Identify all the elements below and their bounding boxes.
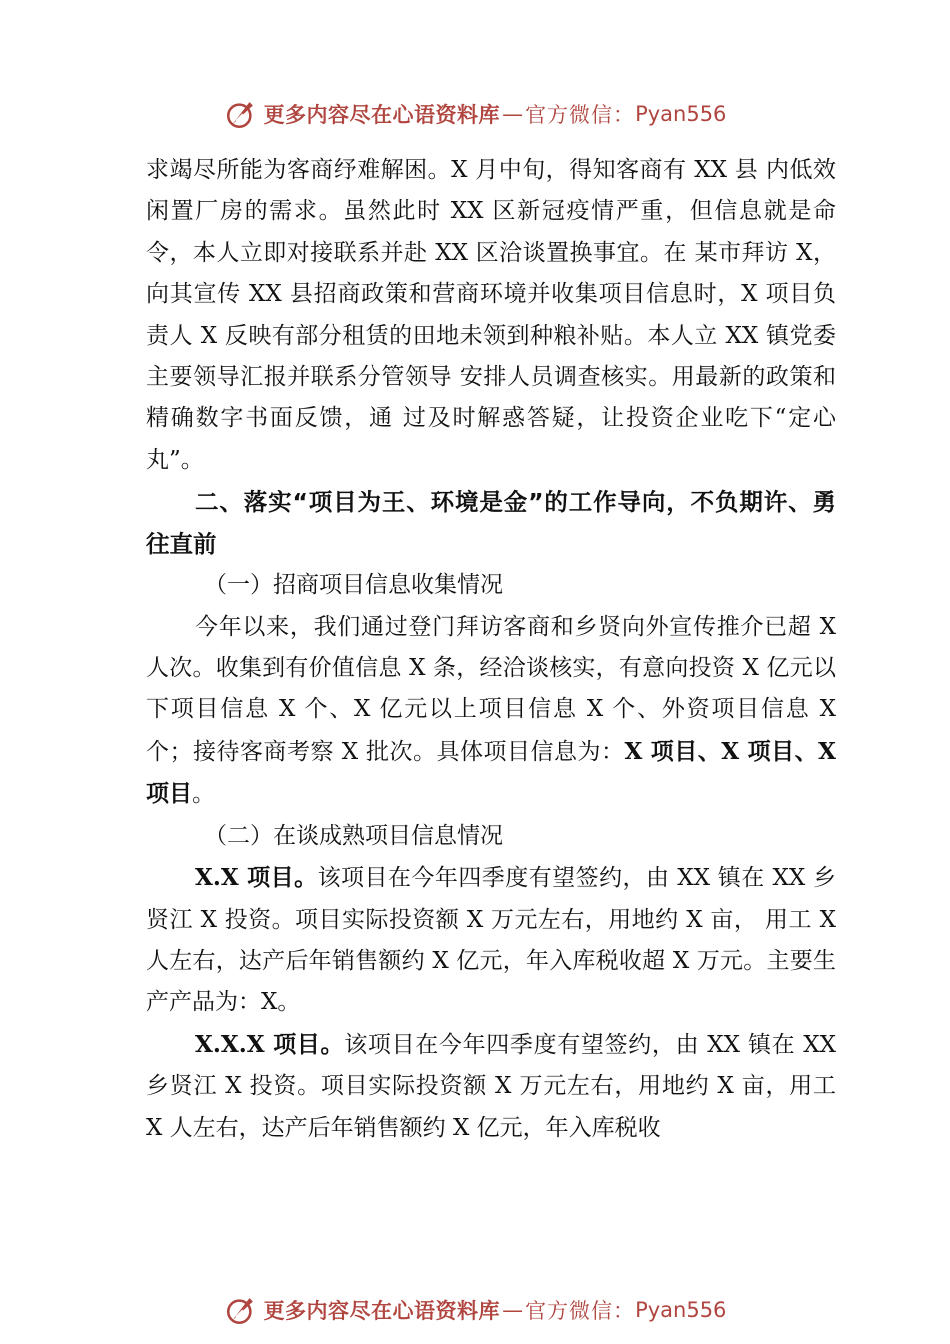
watermark-text: 更多内容尽在心语资料库 — [263, 1299, 501, 1323]
project-info-end: 。 — [192, 781, 215, 808]
header-watermark — [0, 94, 950, 134]
subsection-heading-2: （二）在谈成熟项目信息情况 — [204, 822, 503, 849]
quill-logo-icon — [224, 1293, 258, 1327]
paragraph-project-1 — [146, 857, 836, 1024]
watermark-wechat-label: 官方微信： — [525, 1299, 636, 1323]
footer-watermark — [0, 1290, 950, 1330]
watermark-wechat-id: Pyan556 — [635, 102, 727, 126]
paragraph-project-2 — [146, 1024, 836, 1149]
subsection-heading-1: （一）招商项目信息收集情况 — [204, 572, 503, 599]
project-info-text: 今年以来，我们通过登门拜访客商和乡贤向外宣传推介已超 X 人次。收集到有价值信息 X 条，经洽谈核实，有意向投资 X 亿元以下项目信息 X 个、X 亿元以上项目信息 X 个、外资项目信息 X 个；接待客商考察 X 批次。具体项目信息为： — [146, 613, 836, 765]
project-2-title: X.X.X 项目。 — [195, 1030, 345, 1058]
paragraph-project-info — [146, 607, 836, 816]
project-list: X 项目、X 项目、X 项目 — [146, 737, 836, 808]
quill-logo-icon — [224, 97, 258, 131]
watermark-wechat-id: Pyan556 — [635, 1298, 727, 1322]
watermark-separator: — — [502, 1298, 524, 1322]
section-heading: 二、落实“项目为王、环境是金”的工作导向，不负期许、勇往直前 — [146, 488, 836, 559]
project-1-text: 该项目在今年四季度有望签约，由 XX 镇在 XX 乡贤江 X 投资。项目实际投资额 X 万元左右，用地约 X 亩， 用工 X 人左右，达产后年销售额约 X 亿元，年入库税收超 X 万元。主要生产产品为：X。 — [146, 865, 836, 1016]
watermark-text: 更多内容尽在心语资料库 — [263, 103, 501, 127]
document-body — [146, 150, 836, 1149]
watermark-wechat-label: 官方微信： — [525, 103, 636, 127]
watermark-separator: — — [502, 102, 524, 126]
project-1-title: X.X 项目。 — [195, 864, 318, 892]
project-2-text: 该项目在今年四季度有望签约，由 XX 镇在 XX 乡贤江 X 投资。项目实际投资额 X 万元左右，用地约 X 亩，用工 X 人左右，达产后年销售额约 X 亿元，年入库税收 — [146, 1031, 836, 1141]
paragraph-continuation: 求竭尽所能为客商纾难解困。X 月中旬，得知客商有 XX 县 内低效闲置厂房的需求。虽然此时 XX 区新冠疫情严重，但信息就是命令，本人立即对接联系并赴 XX 区洽谈置换事宜。在 某市拜访 X，向其宣传 XX 县招商政策和营商环境并收集项目信息时，X 项目负责人 X 反映有部分租赁的田地未领到种粮补贴。本人立 XX 镇党委主要领导汇报并联系分管领导 安排人员调查核实。用最新的政策和精确数字书面反馈，通 过及时解惑答疑，让投资企业吃下“定心丸”。 — [146, 157, 836, 473]
